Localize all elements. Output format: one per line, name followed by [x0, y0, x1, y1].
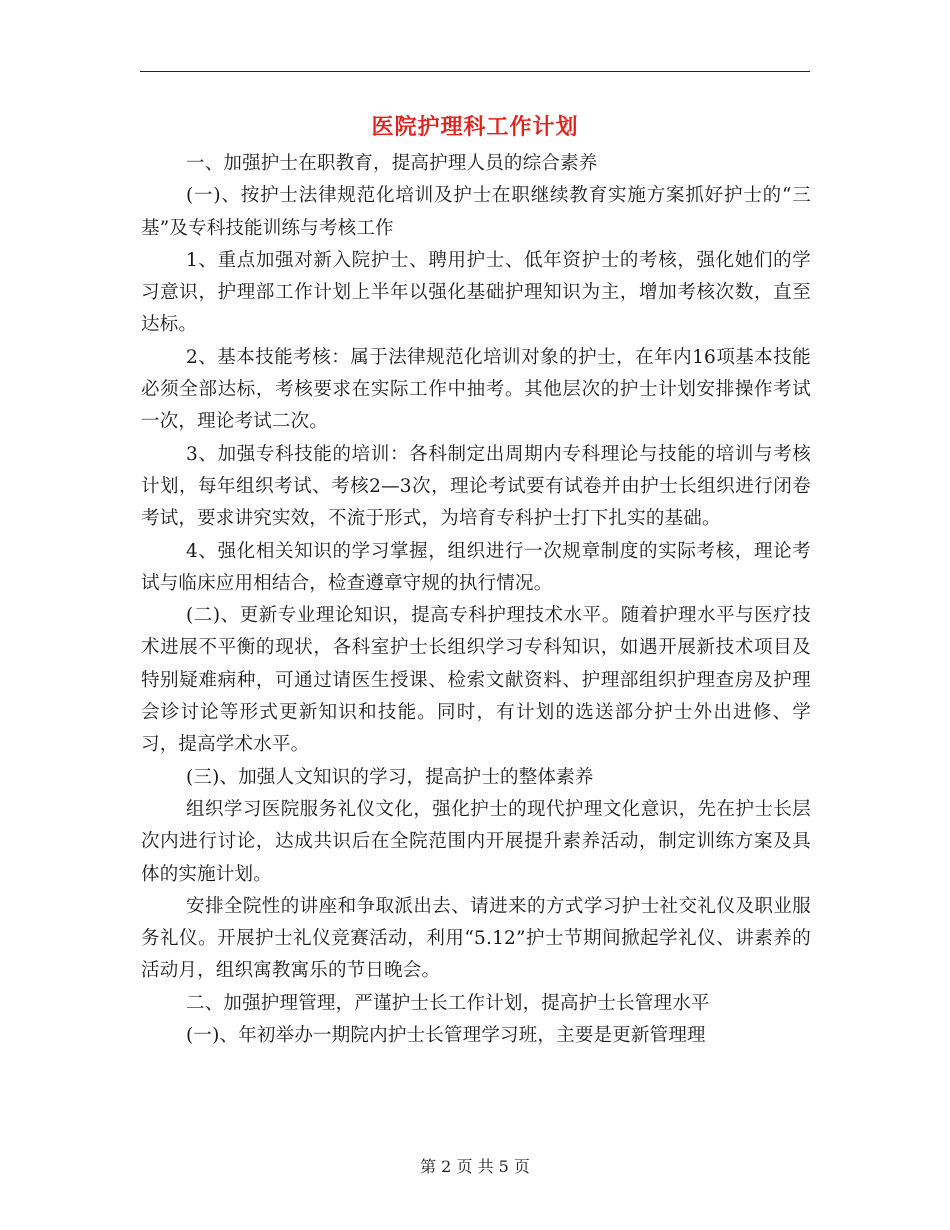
- paragraph-culture: 组织学习医院服务礼仪文化，强化护士的现代护理文化意识，先在护士长层次内进行讨论，达成共识后在全院范围内开展提升素养活动，制定训练方案及具体的实施计划。: [141, 798, 811, 885]
- section-heading-2: 二、加强护理管理，严谨护士长工作计划，提高护士长管理水平: [186, 992, 710, 1014]
- header-rule: [140, 71, 810, 72]
- paragraph-item-4: 4、强化相关知识的学习掌握，组织进行一次规章制度的实际考核，理论考试与临床应用相结合，检查遵章守规的执行情况。: [141, 540, 811, 594]
- paragraph-item-3: 3、加强专科技能的培训：各科制定出周期内专科理论与技能的培训与考核计划，每年组织考试、考核2—3次，理论考试要有试卷并由护士长组织进行闭卷考试，要求讲究实效，不流于形式，为培育专科护士打下扎实的基础。: [141, 443, 811, 530]
- paragraph-item-2: 2、基本技能考核：属于法律规范化培训对象的护士，在年内16项基本技能必须全部达标，考核要求在实际工作中抽考。其他层次的护士计划安排操作考试一次，理论考试二次。: [141, 346, 811, 433]
- section-heading-1: 一、加强护士在职教育，提高护理人员的综合素养: [186, 153, 598, 174]
- document-title: 医院护理科工作计划: [371, 114, 579, 140]
- subsection-heading-2: (二)、更新专业理论知识，提高专科护理技术水平。随着护理水平与医疗技术进展不平衡的现状，各科室护士长组织学习专科知识，如遇开展新技术项目及特别疑难病种，可通过请医生授课、检索文献资料、护理部组织护理查房及护理会诊讨论等形式更新知识和技能。同时，有计划的选送部分护士外出进修、学习，提高学术水平。: [141, 605, 811, 756]
- subsection-heading-4: (一)、年初举办一期院内护士长管理学习班，主要是更新管理理: [186, 1025, 706, 1047]
- paragraph-etiquette: 安排全院性的讲座和争取派出去、请进来的方式学习护士社交礼仪及职业服务礼仪。开展护士礼仪竞赛活动，利用“5.12”护士节期间掀起学礼仪、讲素养的活动月，组织寓教寓乐的节日晚会。: [141, 895, 811, 982]
- subsection-heading-3: (三)、加强人文知识的学习，提高护士的整体素养: [186, 766, 594, 788]
- subsection-heading-1: (一)、按护士法律规范化培训及护士在职继续教育实施方案抓好护士的“三基”及专科技能训练与考核工作: [141, 185, 811, 239]
- paragraph-item-1: 1、重点加强对新入院护士、聘用护士、低年资护士的考核，强化她们的学习意识，护理部工作计划上半年以强化基础护理知识为主，增加考核次数，直至达标。: [141, 249, 811, 336]
- page-number: 第 2 页 共 5 页: [420, 1157, 530, 1176]
- document-body: [141, 148, 811, 1052]
